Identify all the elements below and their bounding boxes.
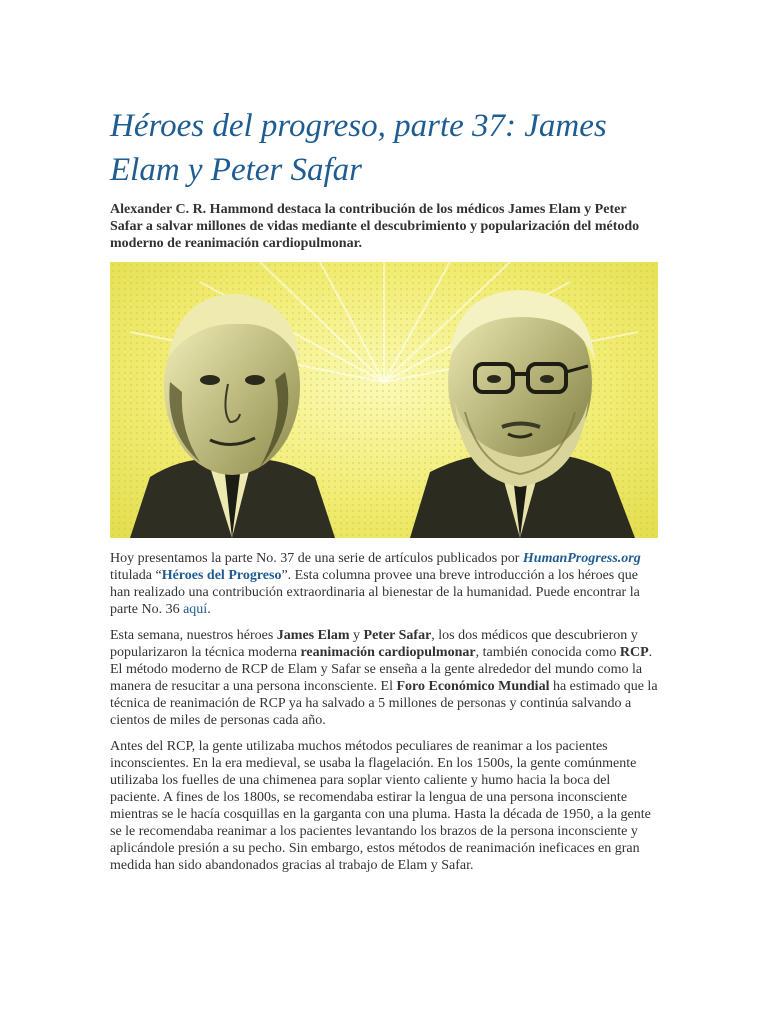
- name-peter-safar: Peter Safar: [363, 628, 432, 643]
- heroes-text-1: Esta semana, nuestros héroes: [110, 628, 277, 643]
- heroes-text-5: . El método moderno de RCP de Elam y Safar se enseña a la gente alrededor del mundo como la manera de resucitar a una persona inconsciente. El: [110, 645, 653, 694]
- term-cpr: reanimación cardiopulmonar: [300, 645, 476, 660]
- article-title: Héroes del progreso, parte 37: James Elam y Peter Safar: [110, 108, 607, 188]
- heroes-text-3: , los dos médicos que descubrieron y popularizaron la técnica moderna: [110, 628, 638, 660]
- intro-text-1: Hoy presentamos la parte No. 37 de una serie de artículos publicados por: [110, 551, 523, 566]
- term-rcp: RCP: [619, 645, 649, 660]
- heroes-text-6: ha estimado que la técnica de reanimación de RCP ya ha salvado a 5 millones de personas y continúa salvando a cientos de miles de personas cada año.: [110, 679, 658, 728]
- heroes-text-2: y: [349, 628, 364, 643]
- article-lede: Alexander C. R. Hammond destaca la contribución de los médicos James Elam y Peter Safar a salvar millones de vidas mediante el descubrimiento y popularización del método moderno de reanimación cardiopulmonar.: [110, 202, 640, 251]
- name-james-elam: James Elam: [276, 628, 350, 643]
- intro-text-3: ”. Esta columna provee una breve introducción a los héroes que han realizado una contribución extraordinaria al bienestar de la humanidad. Puede encontrar la parte No. 36: [110, 568, 640, 617]
- part-36-link[interactable]: aquí: [183, 602, 208, 617]
- paragraph-heroes: [110, 627, 658, 729]
- paragraph-history: Antes del RCP, la gente utilizaba muchos métodos peculiares de reanimar a los pacientes inconscientes. En la era medieval, se usaba la flagelación. En los 1500s, la gente comúnmente utilizaba los fuelles de una chimenea para soplar viento caliente y humo hacia la boca del paciente. A fines de los 1800s, se recomendaba estirar la lengua de una persona inconsciente mientras se le hacía cosquillas en la garganta con una pluma. Hasta la década de 1950, a la gente se le recomendaba reanimar a los pacientes levantando los brazos de la persona inconsciente y aplicándole presión a su pecho. Sin embargo, estos métodos de reanimación ineficaces en gran medida han sido abandonados gracias al trabajo de Elam y Safar.: [110, 739, 651, 873]
- paragraph-intro: [110, 550, 658, 618]
- heroes-text-4: , también conocida como: [475, 645, 620, 660]
- heroes-series-link[interactable]: Héroes del Progreso: [161, 568, 282, 583]
- term-world-economic-forum: Foro Económico Mundial: [396, 679, 550, 694]
- hero-illustration: [110, 262, 658, 538]
- intro-text-2: titulada “: [110, 568, 162, 583]
- intro-text-4: .: [207, 602, 211, 617]
- article: [110, 104, 658, 874]
- humanprogress-link[interactable]: HumanProgress.org: [522, 551, 641, 566]
